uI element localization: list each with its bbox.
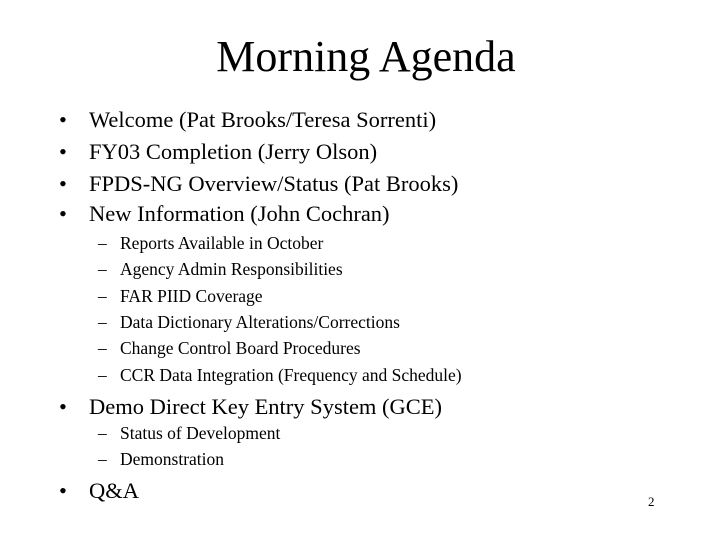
sub-item-text: Status of Development xyxy=(120,423,281,443)
agenda-item-text: Welcome (Pat Brooks/Teresa Sorrenti) xyxy=(89,107,437,132)
sub-item-text: FAR PIID Coverage xyxy=(120,286,263,306)
bullet-icon: • xyxy=(59,478,67,503)
bullet-icon: • xyxy=(59,394,67,419)
bullet-icon: • xyxy=(59,139,67,164)
bullet-icon: • xyxy=(59,171,67,196)
dash-icon: – xyxy=(98,338,107,358)
bullet-icon: • xyxy=(59,107,67,132)
sub-item-text: Data Dictionary Alterations/Corrections xyxy=(120,312,400,332)
agenda-item-text: Demo Direct Key Entry System (GCE) xyxy=(89,394,443,419)
dash-icon: – xyxy=(98,233,107,253)
dash-icon: – xyxy=(98,312,107,332)
dash-icon: – xyxy=(98,259,107,279)
sub-item-text: Reports Available in October xyxy=(120,233,324,253)
agenda-item-text: FPDS-NG Overview/Status (Pat Brooks) xyxy=(89,171,459,196)
sub-item-text: Agency Admin Responsibilities xyxy=(120,259,343,279)
bullet-icon: • xyxy=(59,201,67,226)
sub-item-text: Demonstration xyxy=(120,449,225,469)
agenda-item-text: Q&A xyxy=(89,478,139,503)
sub-item-text: CCR Data Integration (Frequency and Schedule) xyxy=(120,365,462,385)
agenda-item-text: FY03 Completion (Jerry Olson) xyxy=(89,139,378,164)
dash-icon: – xyxy=(98,286,107,306)
agenda-item-text: New Information (John Cochran) xyxy=(89,201,390,226)
sub-item-text: Change Control Board Procedures xyxy=(120,338,361,358)
slide-title: Morning Agenda xyxy=(216,32,516,81)
dash-icon: – xyxy=(98,423,107,443)
page-number: 2 xyxy=(648,494,655,509)
dash-icon: – xyxy=(98,449,107,469)
dash-icon: – xyxy=(98,365,107,385)
